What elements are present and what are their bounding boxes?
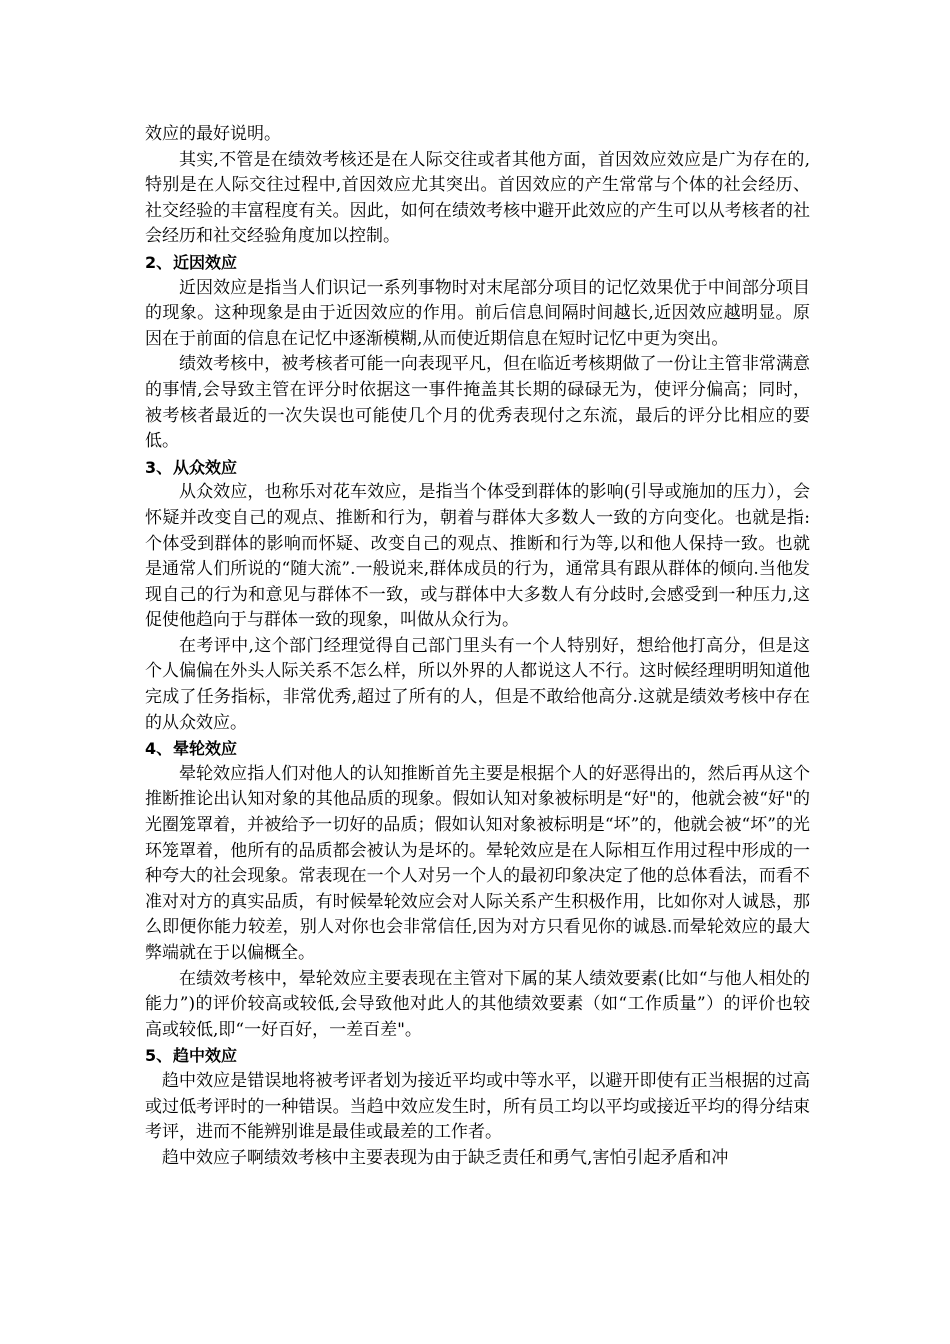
paragraph: 从众效应，也称乐对花车效应，是指当个体受到群体的影响(引导或施加的压力），会怀疑并改变自己的观点、推断和行为，朝着与群体大多数人一致的方向变化。也就是指:个体受到群体的影响而怀疑、改变自己的观点、推断和行为等,以和他人保持一致。也就是通常人们所说的“随大流”.一般说来,群体成员的行为，通常具有跟从群体的倾向.当他发现自己的行为和意见与群体不一致，或与群体中大多数人有分歧时,会感受到一种压力,这促使他趋向于与群体一致的现象，叫做从众行为。 xyxy=(145,482,810,631)
section-number: 3、 xyxy=(145,457,173,477)
paragraph: 趋中效应子啊绩效考核中主要表现为由于缺乏责任和勇气,害怕引起矛盾和冲 xyxy=(162,1147,729,1168)
section-heading xyxy=(145,736,810,762)
section-heading xyxy=(145,455,810,481)
section-title: 趋中效应 xyxy=(173,1046,238,1066)
paragraph: 其实,不管是在绩效考核还是在人际交往或者其他方面，首因效应效应是广为存在的,特别是在人际交往过程中,首因效应尤其突出。首因效应的产生常常与个体的社会经历、社交经验的丰富程度有关。因此，如何在绩效考核中避开此效应的产生可以从考核者的社会经历和社交经验角度加以控制。 xyxy=(145,149,810,247)
section-number: 2、 xyxy=(145,252,173,272)
paragraph: 效应的最好说明。 xyxy=(145,124,281,144)
section-title: 从众效应 xyxy=(173,457,238,477)
section-heading xyxy=(145,1043,810,1069)
section-title: 晕轮效应 xyxy=(173,739,238,759)
section-number: 4、 xyxy=(145,739,173,759)
paragraph: 绩效考核中，被考核者可能一向表现平凡，但在临近考核期做了一份让主管非常满意的事情,会导致主管在评分时依据这一事件掩盖其长期的碌碌无为，使评分偏高；同时，被考核者最近的一次失误也可能使几个月的优秀表现付之东流，最后的评分比相应的要低。 xyxy=(145,354,810,452)
section-number: 5、 xyxy=(145,1046,173,1066)
section-heading xyxy=(145,250,810,276)
paragraph: 在绩效考核中，晕轮效应主要表现在主管对下属的某人绩效要素(比如“与他人相处的能力”)的评价较高或较低,会导致他对此人的其他绩效要素（如“工作质量”）的评价也较高或较低,即“一好百好，一差百差"。 xyxy=(145,968,810,1040)
paragraph: 近因效应是指当人们识记一系列事物时对末尾部分项目的记忆效果优于中间部分项目的现象。这种现象是由于近因效应的作用。前后信息间隔时间越长,近因效应越明显。原因在于前面的信息在记忆中逐渐模糊,从而使近期信息在短时记忆中更为突出。 xyxy=(145,277,810,349)
section-title: 近因效应 xyxy=(173,252,238,272)
paragraph: 晕轮效应指人们对他人的认知推断首先主要是根据个人的好恶得出的，然后再从这个推断推论出认知对象的其他品质的现象。假如认知对象被标明是“好"的，他就会被“好"的光圈笼罩着，并被给予一切好的品质；假如认知对象被标明是“坏”的，他就会被“坏”的光环笼罩着，他所有的品质都会被认为是坏的。晕轮效应是在人际相互作用过程中形成的一种夸大的社会现象。常表现在一个人对另一个人的最初印象决定了他的总体看法，而看不准对对方的真实品质，有时候晕轮效应会对人际关系产生积极作用，比如你对人诚恳，那么即便你能力较差，别人对你也会非常信任,因为对方只看见你的诚恳.而晕轮效应的最大弊端就在于以偏概全。 xyxy=(145,763,810,963)
paragraph: 趋中效应是错误地将被考评者划为接近平均或中等水平，以避开即使有正当根据的过高或过低考评时的一种错误。当趋中效应发生时，所有员工均以平均或接近平均的得分结束考评，进而不能辨别谁是最佳或最差的工作者。 xyxy=(145,1070,810,1143)
document-page xyxy=(145,122,810,1171)
paragraph: 在考评中,这个部门经理觉得自己部门里头有一个人特别好，想给他打高分，但是这个人偏偏在外头人际关系不怎么样，所以外界的人都说这人不行。这时候经理明明知道他完成了任务指标，非常优秀,超过了所有的人，但是不敢给他高分.这就是绩效考核中存在的从众效应。 xyxy=(145,635,810,733)
